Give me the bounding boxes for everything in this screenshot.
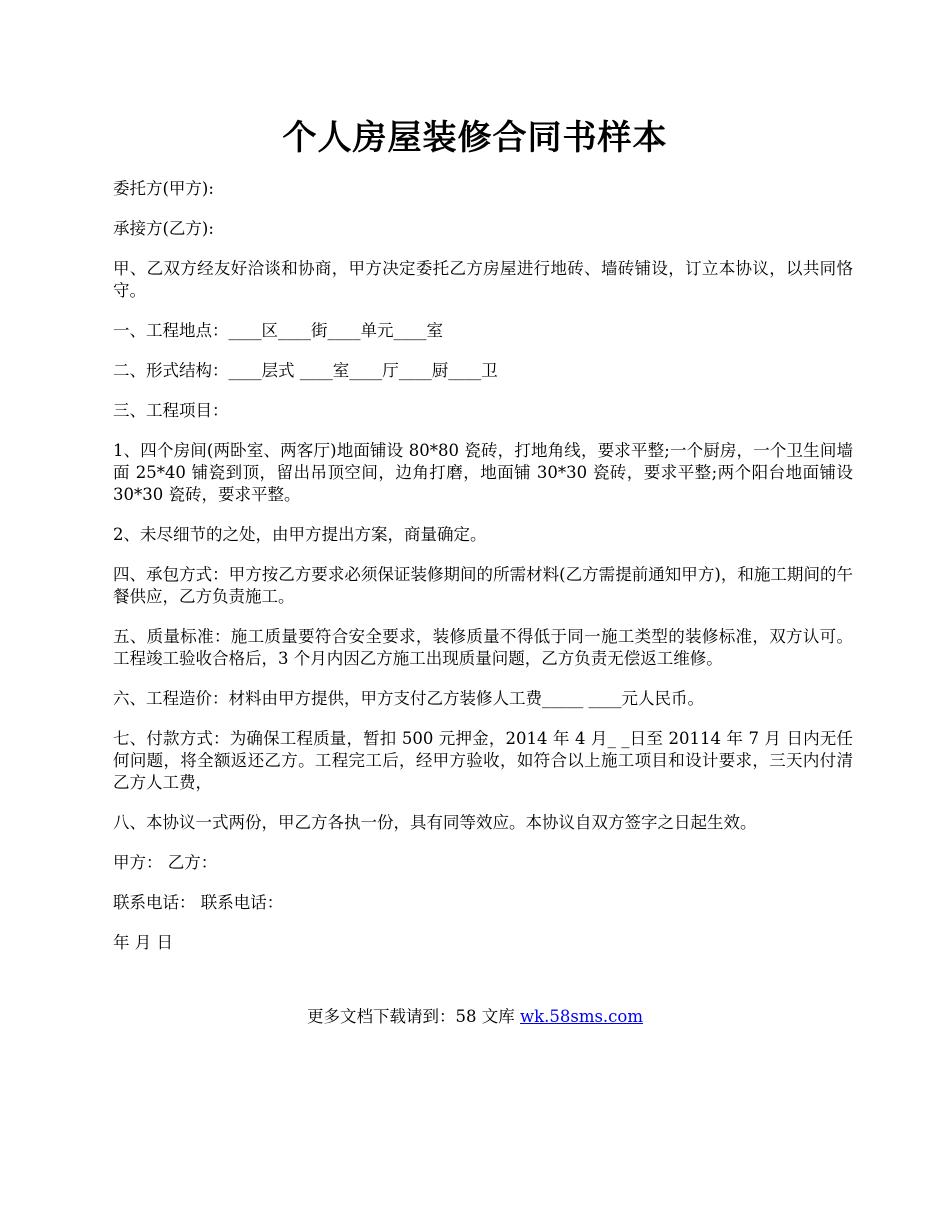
clause-location: 一、工程地点：____区____街____单元____室	[113, 321, 443, 340]
clause-project-cost: 六、工程造价：材料由甲方提供，甲方支付乙方装修人工费_____ ____元人民币。	[113, 689, 704, 708]
clause-contracting-method: 四、承包方式：甲方按乙方要求必须保证装修期间的所需材料(乙方需提前通知甲方)，和施工期间的午餐供应，乙方负责施工。	[113, 565, 853, 606]
footer-link[interactable]: wk.58sms.com	[519, 1007, 643, 1026]
document-footer	[0, 1006, 950, 1028]
clause-quality-standard: 五、质量标准：施工质量要符合安全要求，装修质量不得低于同一施工类型的装修标准，双方认可。工程竣工验收合格后，3 个月内因乙方施工出现质量问题，乙方负责无偿返工维修。	[113, 627, 853, 668]
document-title: 个人房屋装修合同书样本	[282, 118, 668, 158]
contact-phone-line: 联系电话： 联系电话：	[113, 893, 284, 912]
footer-text: 更多文档下载请到：58 文库	[306, 1007, 520, 1026]
client-party-line: 委托方(甲方):	[113, 179, 214, 198]
intro-paragraph: 甲、乙双方经友好洽谈和协商，甲方决定委托乙方房屋进行地砖、墙砖铺设，订立本协议，以共同恪守。	[113, 259, 853, 300]
clause-project-heading: 三、工程项目：	[113, 401, 229, 420]
contractor-party-line: 承接方(乙方):	[113, 219, 214, 238]
project-item-1: 1、四个房间(两卧室、两客厅)地面铺设 80*80 瓷砖，打地角线，要求平整;一个厨房，一个卫生间墙面 25*40 铺瓷到顶，留出吊顶空间，边角打磨，地面铺 30*30 瓷砖，要求平整;两个阳台地面铺设 30*30 瓷砖，要求平整。	[113, 441, 853, 504]
signature-parties-line: 甲方： 乙方：	[113, 853, 218, 872]
clause-structure: 二、形式结构：____层式 ____室____厅____厨____卫	[113, 361, 498, 380]
clause-copies: 八、本协议一式两份，甲乙方各执一份，具有同等效应。本协议自双方签字之日起生效。	[113, 813, 757, 832]
project-item-2: 2、未尽细节的之处，由甲方提出方案，商量确定。	[113, 525, 487, 544]
document-body	[113, 178, 853, 972]
clause-payment-method: 七、付款方式：为确保工程质量，暂扣 500 元押金，2014 年 4 月_ _日至 20114 年 7 月 日内无任何问题，将全额返还乙方。工程完工后，经甲方验收，如符合以上施工项目和设计要求，三天内付清乙方人工费，	[113, 729, 853, 792]
date-line: 年 月 日	[113, 933, 173, 952]
